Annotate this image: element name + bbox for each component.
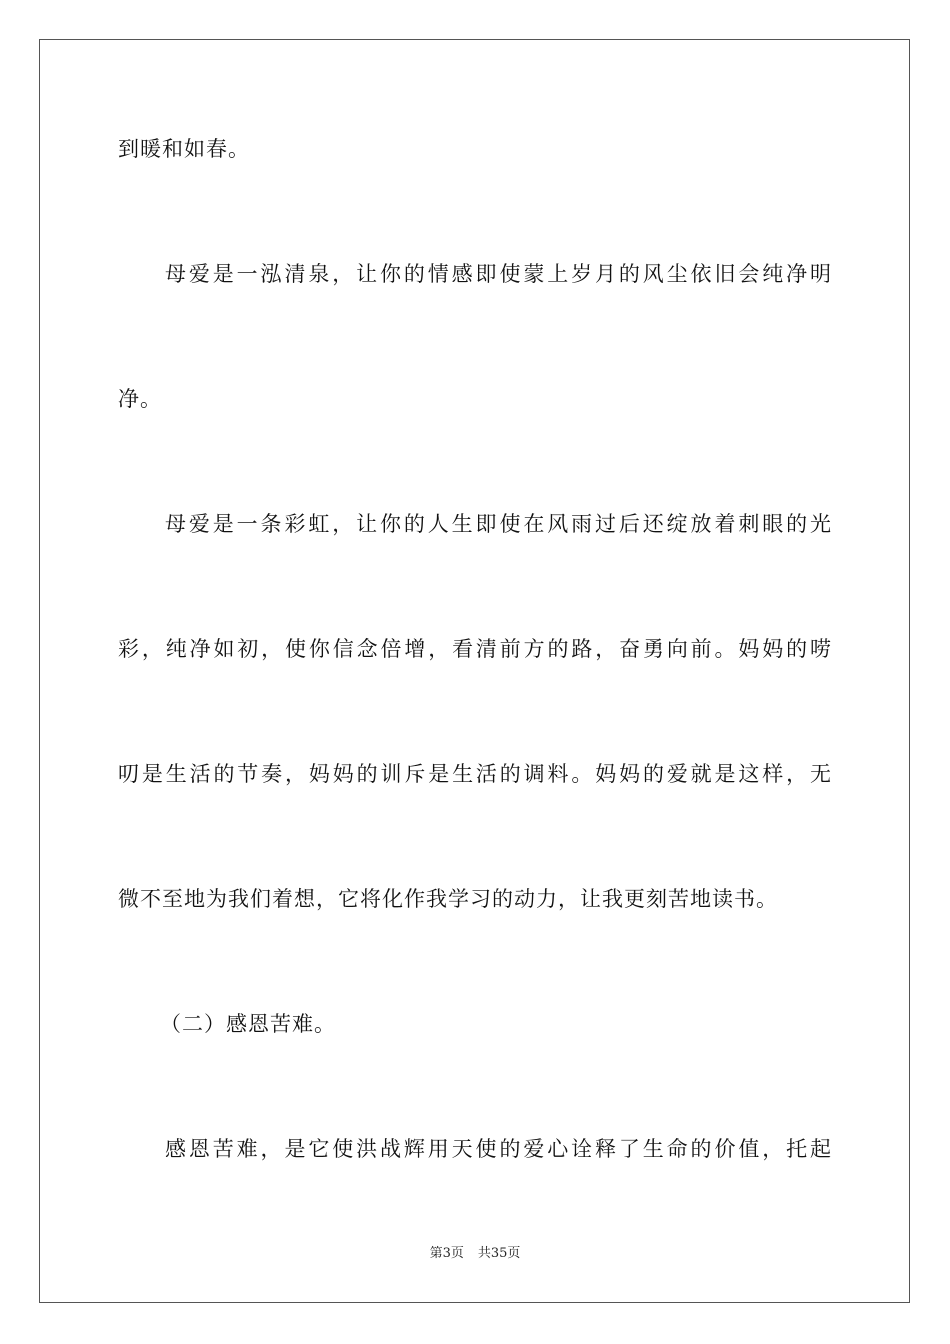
paragraph-line: 到暖和如春。 [118, 137, 250, 161]
paragraph-line: 净。 [118, 387, 162, 411]
page-total: 共35页 [477, 1246, 521, 1261]
paragraph-line: 感恩苦难，是它使洪战辉用天使的爱心诠释了生命的价值，托起 [165, 1137, 832, 1161]
paragraph-line: 彩，纯净如初，使你信念倍增，看清前方的路，奋勇向前。妈妈的唠 [118, 637, 832, 661]
paragraph-line: 母爱是一条彩虹，让你的人生即使在风雨过后还绽放着刺眼的光 [165, 512, 832, 536]
page-footer [0, 1245, 950, 1263]
paragraph-line: 微不至地为我们着想，它将化作我学习的动力，让我更刻苦地读书。 [118, 887, 778, 911]
section-heading: （二）感恩苦难。 [160, 1012, 336, 1036]
paragraph-line: 叨是生活的节奏，妈妈的训斥是生活的调料。妈妈的爱就是这样，无 [118, 762, 832, 786]
page-number: 第3页 [429, 1246, 464, 1261]
paragraph-line: 母爱是一泓清泉，让你的情感即使蒙上岁月的风尘依旧会纯净明 [165, 262, 832, 286]
page-border [39, 39, 910, 1303]
